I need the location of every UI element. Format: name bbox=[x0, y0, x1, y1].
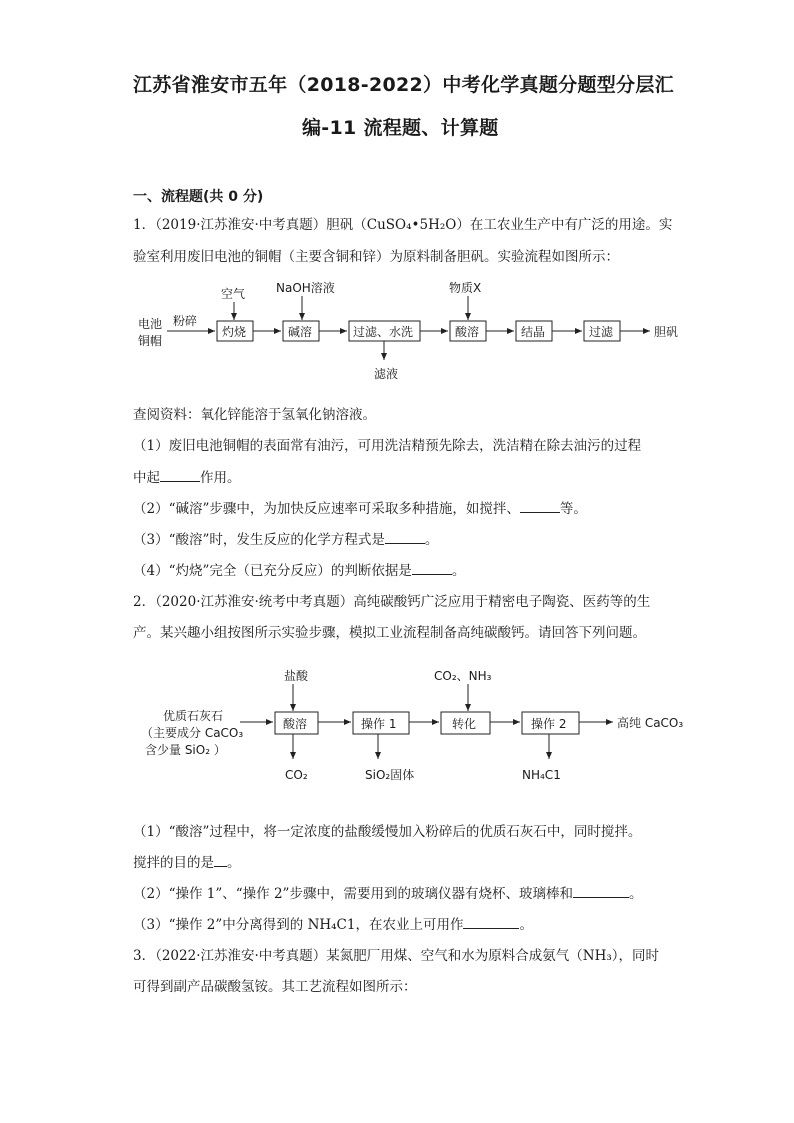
q1-box-roast-label: 灼烧 bbox=[222, 325, 247, 339]
q2-box-convert-label: 转化 bbox=[452, 717, 477, 731]
answer-blank bbox=[573, 885, 629, 898]
section-heading: 一、流程题(共 0 分) bbox=[133, 189, 264, 205]
q2-box-op1-label: 操作 1 bbox=[361, 717, 397, 731]
q3-stem-line1: 3．（2022·江苏淮安·中考真题）某氮肥厂用煤、空气和水为原料合成氨气（NH₃），同时 bbox=[133, 948, 660, 964]
q1-stem-line1: 1．（2019·江苏淮安·中考真题）胆矾（CuSO₄•5H₂O）在工农业生产中有广泛的用途。实 bbox=[133, 217, 673, 233]
q1-flow-crush-label: 粉碎 bbox=[173, 314, 198, 328]
q1-info: 查阅资料：氧化锌能溶于氢氧化钠溶液。 bbox=[133, 407, 376, 423]
q2-flow-hcl-label: 盐酸 bbox=[284, 669, 309, 683]
q1-flow-filtrate-label: 滤液 bbox=[374, 367, 399, 381]
q2-flow-out-co2: CO₂ bbox=[285, 768, 308, 782]
q2-flow-out-sio2: SiO₂固体 bbox=[365, 768, 415, 782]
answer-blank bbox=[412, 562, 452, 575]
q2-flow-raw-line1: 优质石灰石 bbox=[163, 709, 224, 723]
q1-box-crystal-label: 结晶 bbox=[521, 325, 546, 339]
q2-flow-raw-line2: （主要成分 CaCO₃ bbox=[141, 726, 244, 740]
answer-blank bbox=[463, 916, 519, 929]
q1-box-filter-label: 过滤 bbox=[589, 325, 614, 339]
q2-sub2: （2）“操作 1”、“操作 2”步骤中，需要用到的玻璃仪器有烧杯、玻璃棒和 。 bbox=[133, 886, 643, 902]
q1-sub1-line1: （1）废旧电池铜帽的表面常有油污，可用洗洁精预先除去，洗洁精在除去油污的过程 bbox=[133, 438, 642, 454]
answer-blank bbox=[385, 531, 425, 544]
q1-flow-product-label: 胆矾 bbox=[654, 325, 679, 339]
q1-box-alkali-label: 碱溶 bbox=[288, 325, 313, 339]
q1-flow-start-line2: 铜帽 bbox=[138, 334, 163, 348]
q2-box-op2-label: 操作 2 bbox=[531, 717, 567, 731]
q1-flow-diagram bbox=[0, 0, 794, 400]
q2-stem-line2: 产。某兴趣小组按图所示实验步骤，模拟工业流程制备高纯碳酸钙。请回答下列问题。 bbox=[133, 625, 646, 641]
q2-flow-raw-line3: 含少量 SiO₂ ） bbox=[145, 743, 226, 757]
q2-flow-co2-nh3-label: CO₂、NH₃ bbox=[434, 669, 492, 683]
q1-sub4: （4）“灼烧”完全（已充分反应）的判断依据是 。 bbox=[133, 563, 466, 579]
q2-flow-product-label: 高纯 CaCO₃ bbox=[617, 716, 684, 730]
q1-sub3: （3）“酸溶”时，发生反应的化学方程式是 。 bbox=[133, 532, 439, 548]
q1-flow-air-label: 空气 bbox=[221, 287, 246, 301]
q2-stem-line1: 2．（2020·江苏淮安·统考中考真题）高纯碳酸钙广泛应用于精密电子陶瓷、医药等的生 bbox=[133, 594, 651, 610]
q2-sub1-line1: （1）“酸溶”过程中，将一定浓度的盐酸缓慢加入粉碎后的优质石灰石中，同时搅拌。 bbox=[133, 824, 642, 840]
answer-blank bbox=[214, 854, 227, 867]
q3-stem-line2: 可得到副产品碳酸氢铵。其工艺流程如图所示： bbox=[133, 979, 417, 995]
q2-sub1-line2: 搅拌的目的是 。 bbox=[133, 855, 241, 871]
q1-flow-material-x-label: 物质X bbox=[449, 281, 482, 295]
q2-flow-diagram bbox=[0, 640, 794, 800]
q1-flow-naoh-label: NaOH溶液 bbox=[276, 281, 335, 295]
page-title-line2: 编-11 流程题、计算题 bbox=[302, 117, 499, 139]
q1-sub2: （2）“碱溶”步骤中，为加快反应速率可采取多种措施，如搅拌、 等。 bbox=[133, 501, 587, 517]
page-title-line1: 江苏省淮安市五年（2018-2022）中考化学真题分题型分层汇 bbox=[133, 74, 674, 96]
answer-blank bbox=[520, 500, 560, 513]
q1-flow-start-line1: 电池 bbox=[138, 317, 163, 331]
q1-box-acid-label: 酸溶 bbox=[455, 325, 480, 339]
q2-box-acid-label: 酸溶 bbox=[283, 717, 308, 731]
q1-box-filter-wash-label: 过滤、水洗 bbox=[353, 325, 414, 339]
q1-stem-line2: 验室利用废旧电池的铜帽（主要含铜和锌）为原料制备胆矾。实验流程如图所示： bbox=[133, 249, 619, 265]
q2-flow-out-nh4cl: NH₄C1 bbox=[522, 768, 561, 782]
q2-sub3: （3）“操作 2”中分离得到的 NH₄C1，在农业上可用作 。 bbox=[133, 917, 533, 933]
q1-sub1-line2: 中起 作用。 bbox=[133, 470, 241, 486]
answer-blank bbox=[160, 469, 200, 482]
